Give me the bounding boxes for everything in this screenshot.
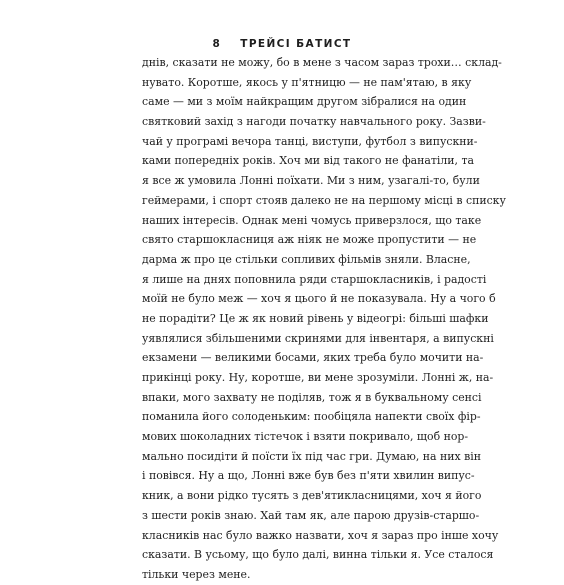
text-line: мально посидіти й поїсти їх під час гри. Думаю, на них він: [142, 449, 482, 463]
text-line: не порадіти? Це ж як новий рівень у відеогрі: більші шафки: [142, 311, 489, 325]
text-line: геймерами, і спорт стояв далеко не на першому місці в списку: [142, 193, 506, 207]
text-line: саме — ми з моїм найкращим другом зібралися на один: [142, 95, 467, 109]
text-line: впаки, мого захвату не поділяв, тож я в буквальному сенсі: [142, 390, 482, 404]
running-head: [0, 38, 564, 50]
text-line: з шести років знаю. Хай там як, але парою друзів-старшо-: [142, 508, 480, 522]
text-line: поманила його солоденьким: пообіцяла напекти своїх фір-: [142, 410, 481, 424]
text-line: дарма ж про це стільки сопливих фільмів зняли. Власне,: [142, 252, 471, 266]
text-line: чай у програмі вечора танці, виступи, футбол з випускни-: [142, 134, 478, 148]
running-head-author: ТРЕЙСІ БАТИСТ: [240, 38, 352, 50]
text-line: свято старшокласниця аж ніяк не може пропустити — не: [142, 233, 477, 247]
text-line: нувато. Коротше, якось у п'ятницю — не пам'ятаю, в яку: [142, 75, 472, 89]
page-number: 8: [212, 38, 222, 50]
text-line: кник, а вони рідко тусять з дев'ятикласницями, хоч я його: [142, 489, 482, 503]
text-line: екзамени — великими босами, яких треба було мочити на-: [142, 351, 484, 365]
text-line: тільки через мене.: [142, 567, 251, 581]
text-line: днів, сказати не можу, бо в мене з часом зараз трохи… склад-: [142, 56, 502, 69]
text-line: уявлялися збільшеними скринями для інвентаря, а випускні: [142, 331, 494, 345]
text-line: я лише на днях поповнила ряди старшокласників, і радості: [142, 272, 487, 286]
body-text: [142, 53, 506, 585]
text-line: я все ж умовила Лонні поїхати. Ми з ним, узагалі-то, були: [142, 174, 480, 188]
text-line: наших інтересів. Однак мені чомусь приверзлося, що таке: [142, 213, 482, 227]
text-line: мових шоколадних тістечок і взяти покривало, щоб нор-: [142, 430, 469, 444]
text-line: ками попередніх років. Хоч ми від такого не фанатіли, та: [142, 154, 474, 168]
text-line: прикінці року. Ну, коротше, ви мене зрозуміли. Лонні ж, на-: [142, 371, 494, 384]
text-line: сказати. В усьому, що було далі, винна тільки я. Усе сталося: [142, 548, 494, 562]
text-line: і повівся. Ну а що, Лонні вже був без п'яти хвилин випус-: [142, 469, 475, 483]
text-line: святковий захід з нагоди початку навчального року. Зазви-: [142, 115, 486, 129]
text-line: моїй не було меж — хоч я цього й не показувала. Ну а чого б: [142, 292, 496, 306]
text-line: класників нас було важко назвати, хоч я зараз про інше хочу: [142, 528, 499, 542]
